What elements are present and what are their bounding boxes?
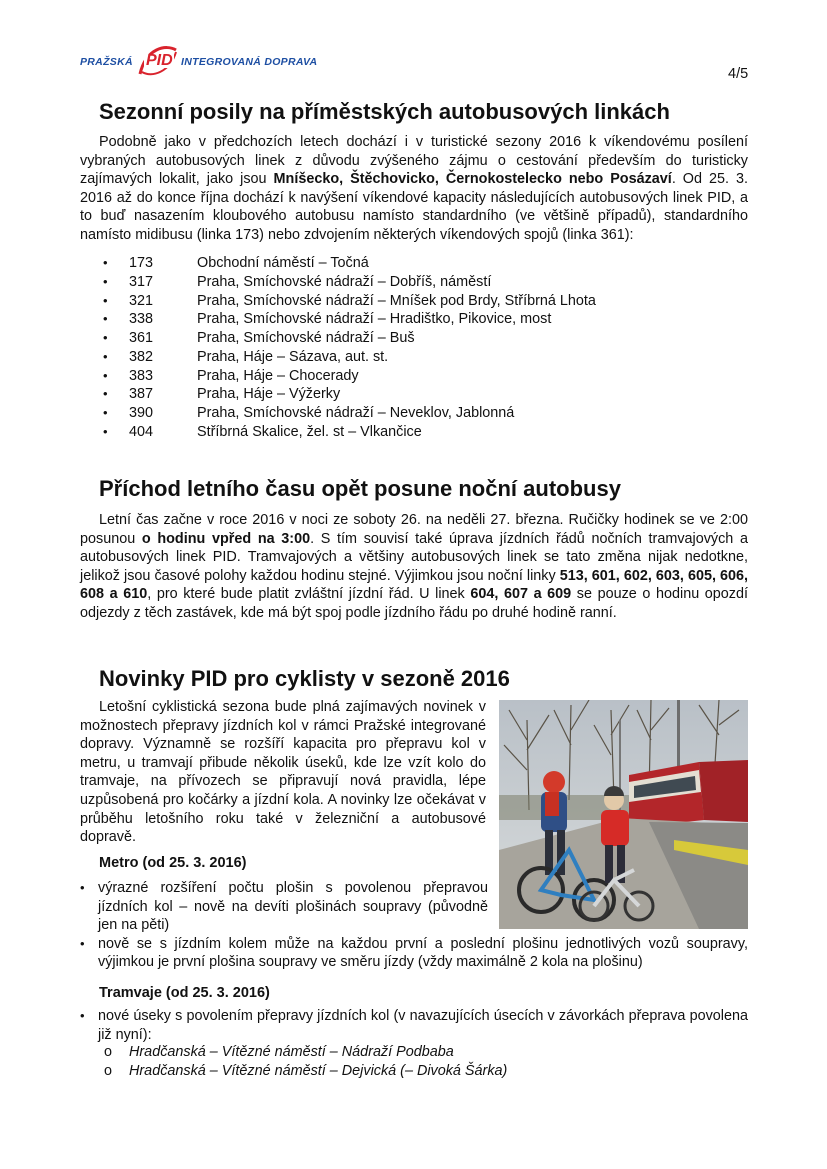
metro-heading: Metro (od 25. 3. 2016) (99, 855, 247, 871)
bullet-icon: • (103, 405, 108, 420)
sub-list-item (104, 1043, 507, 1062)
bullet-icon: • (103, 255, 108, 270)
circle-bullet-icon: o (104, 1062, 113, 1079)
route-description: Praha, Smíchovské nádraží – Hradištko, Pikovice, most (197, 311, 552, 328)
summer-bold-3: 604, 607 a 609 (470, 586, 572, 603)
seasonal-text-b: . Od 25. 3. 2016 až do konce října dochází k navýšení víkendové kapacity následujících autobusových linek PID, a to buď nasazením kloubového autobusu namísto standardního (ve většině případů), standardního namísto midibusu (linka 173) nebo zdvojením některých víkendových spojů (linka 361): (80, 171, 748, 243)
tram-subitem-text: Hradčanská – Vítězné náměstí – Dejvická (– Divoká Šárka) (129, 1062, 508, 1079)
bullet-icon: • (103, 423, 108, 439)
cyclists-intro-paragraph (80, 698, 486, 847)
summer-text-3: , pro které bude platit zvláštní jízdní řád. U linek (147, 586, 471, 603)
bullet-icon: • (80, 1008, 85, 1023)
metro-item-text: výrazné rozšíření počtu plošin s povolenou přepravou jízdních kol – nově na devíti plošinách soupravy (původně jen na pěti) (98, 880, 488, 934)
metro-list (80, 879, 748, 972)
logo-mark: PID (146, 52, 173, 69)
summer-time-paragraph (80, 511, 748, 623)
sub-list-item (104, 1062, 507, 1081)
bullet-icon: • (103, 348, 108, 364)
list-item (80, 1007, 748, 1044)
bullet-icon: • (80, 880, 85, 895)
pid-logo (80, 44, 330, 78)
seasonal-text-a: Podobně jako v předchozích letech dochází i v turistické sezony 2016 k víkendovému posílení vybraných autobusových linek z důvodu zvýšeného zájmu o cestování především do turisticky zajímavých lokalit, jako jsou (80, 134, 748, 188)
route-description: Stříbrná Skalice, žel. st – Vlkančice (197, 423, 422, 440)
route-description: Praha, Smíchovské nádraží – Dobříš, náměstí (197, 273, 492, 290)
bullet-icon: • (103, 311, 108, 327)
route-number: 390 (129, 405, 154, 421)
route-number: 404 (129, 423, 154, 440)
list-item (80, 935, 748, 972)
bullet-icon: • (103, 273, 108, 289)
logo-text-left: PRAŽSKÁ (80, 56, 133, 68)
section-title-summer-time: Příchod letního času opět posune noční autobusy (99, 476, 621, 501)
route-description: Praha, Háje – Chocerady (197, 367, 359, 384)
tram-list (80, 1007, 748, 1044)
bullet-icon: • (103, 292, 108, 308)
circle-bullet-icon: o (104, 1044, 113, 1060)
route-number: 382 (129, 348, 154, 365)
seasonal-text-bold: Mníšecko, Štěchovicko, Černokostelecko nebo Posázaví (273, 171, 672, 188)
tram-sublist (104, 1043, 507, 1080)
summer-text-2: . S tím souvisí také úprava jízdních řádů nočních tramvajových a autobusových linek PID. Tramvajových a většiny autobusových linek se tato změna nijak nedotkne, jelikož jsou časové polohy každou hodinu stejné. Výjimkou jsou noční linky (80, 530, 748, 584)
tram-heading: Tramvaje (od 25. 3. 2016) (99, 985, 270, 1001)
list-item (80, 879, 488, 935)
logo-text-right: INTEGROVANÁ DOPRAVA (181, 56, 318, 68)
tram-subitem-text: Hradčanská – Vítězné náměstí – Nádraží Podbaba (129, 1044, 454, 1060)
bullet-icon: • (103, 386, 108, 402)
route-description: Praha, Smíchovské nádraží – Neveklov, Jablonná (197, 405, 515, 421)
route-number: 361 (129, 330, 154, 346)
seasonal-buses-paragraph (80, 133, 748, 245)
route-number: 173 (129, 255, 154, 271)
page-number: 4/5 (728, 66, 749, 82)
summer-bold-1: o hodinu vpřed na 3:00 (141, 530, 311, 547)
section-title-seasonal-buses: Sezonní posily na příměstských autobusových linkách (99, 99, 670, 124)
route-description: Praha, Háje – Výžerky (197, 386, 341, 403)
bullet-icon: • (103, 330, 108, 345)
route-description: Praha, Smíchovské nádraží – Buš (197, 330, 415, 346)
route-number: 387 (129, 386, 154, 403)
cyclists-intro-text: Letošní cyklistická sezona bude plná zajímavých novinek v možnostech přepravy jízdních kol v rámci Pražské integrované dopravy. Významně se rozšíří kapacita pro přepravu kol v metru, u tramvají přibude několik úseků, kde lze vzít kolo do tramvaje, na přívozech se připravují nová pravidla, lépe uzpůsobená pro kočárky a jízdní kola. A novinky lze očekávat v průběhu letošního roku také v železniční a autobusové dopravě. (80, 699, 486, 846)
tram-item-text: nové úseky s povolením přepravy jízdních kol (v navazujících úsecích v závorkách přeprava povolena již nyní): (98, 1008, 748, 1043)
route-description: Praha, Háje – Sázava, aut. st. (197, 348, 389, 365)
summer-text-4: se pouze o hodinu opozdí odjezdy z těch zastávek, kde má být spoj podle jízdního řádu po druhé hodině ranní. (80, 586, 748, 621)
route-number: 321 (129, 292, 154, 309)
bullet-icon: • (103, 367, 108, 383)
summer-bold-2: 513, 601, 602, 603, 605, 606, 608 a 610 (80, 567, 749, 603)
route-number: 317 (129, 273, 154, 290)
summer-text-1: Letní čas začne v roce 2016 v noci ze soboty 26. na neděli 27. března. Ručičky hodinek se ve 2:00 posunou (80, 512, 748, 547)
route-description: Obchodní náměstí – Točná (197, 255, 369, 271)
route-number: 383 (129, 367, 154, 384)
route-number: 338 (129, 311, 154, 328)
bullet-icon: • (80, 935, 85, 951)
metro-item-text: nově se s jízdním kolem může na každou první a poslední plošinu jednotlivých vozů soupravy, výjimkou je první plošina soupravy ve směru jízdy (vždy maximálně 2 kola na plošinu) (98, 935, 748, 971)
section-title-cyclists: Novinky PID pro cyklisty v sezoně 2016 (99, 666, 510, 691)
route-description: Praha, Smíchovské nádraží – Mníšek pod Brdy, Stříbrná Lhota (197, 292, 596, 309)
